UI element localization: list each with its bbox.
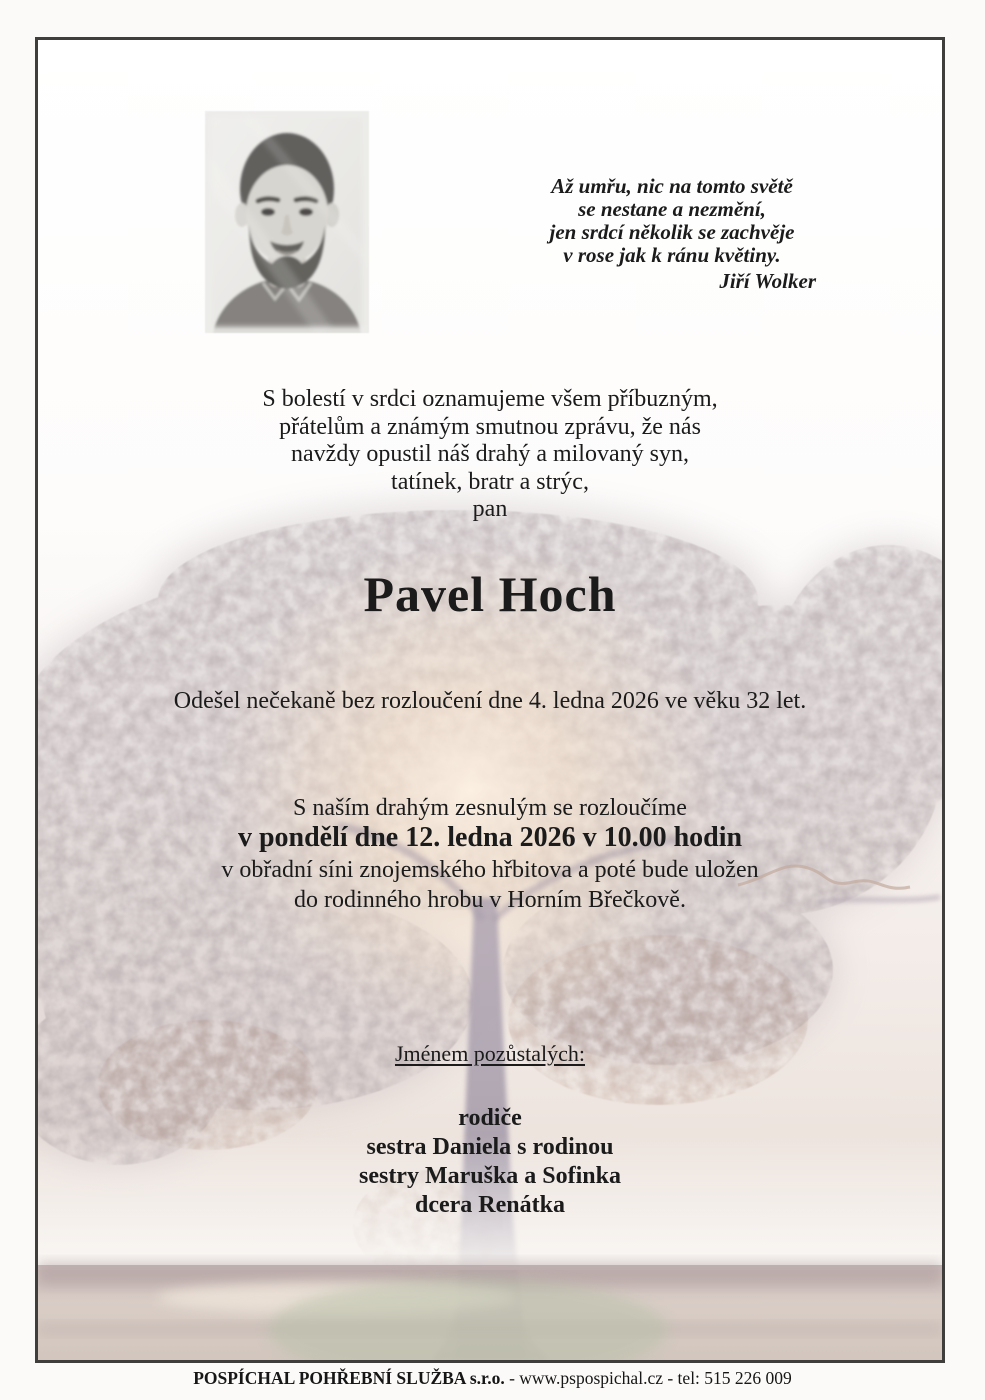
deceased-name: Pavel Hoch: [363, 566, 617, 622]
farewell-intro: S naším drahým zesnulým se rozloučíme: [293, 795, 687, 821]
announcement-line: tatínek, bratr a strýc,: [391, 468, 589, 495]
website: www.pspospichal.cz: [519, 1368, 663, 1388]
announcement: [38, 386, 942, 524]
poem-line: se nestane a nezmění,: [578, 197, 766, 221]
phone-number: 515 226 009: [704, 1368, 792, 1388]
poem-line: Až umřu, nic na tomto světě: [551, 174, 793, 198]
survivors-heading: [38, 1041, 942, 1067]
footer: [0, 1368, 985, 1389]
portrait-photo: [205, 111, 369, 333]
poem-line: jen srdcí několik se zachvěje: [549, 220, 795, 244]
death-notice: Odešel nečekaně bez rozloučení dne 4. ledna 2026 ve věku 32 let.: [173, 688, 807, 714]
footer-separator: - tel:: [662, 1368, 705, 1388]
farewell-info: [38, 795, 942, 915]
survivor-item: dcera Renátka: [415, 1192, 565, 1218]
survivor-item: rodiče: [458, 1105, 522, 1131]
announcement-line: navždy opustil náš drahý a milovaný syn,: [291, 441, 689, 467]
survivor-item: sestra Daniela s rodinou: [366, 1134, 614, 1160]
survivor-item: sestry Maruška a Sofinka: [358, 1163, 622, 1189]
company-name: POSPÍCHAL POHŘEBNÍ SLUŽBA s.r.o.: [193, 1368, 505, 1388]
announcement-line: S bolestí v srdci oznamujeme všem příbuzným,: [262, 386, 718, 412]
ground: [38, 1262, 942, 1360]
farewell-place-line: do rodinného hrobu v Horním Břečkově.: [294, 887, 686, 913]
farewell-place-line: v obřadní síni znojemského hřbitova a poté bude uložen: [221, 857, 759, 883]
survivors-list: [38, 1104, 942, 1220]
announcement-line: pan: [472, 496, 508, 522]
poem-author: Jiří Wolker: [719, 269, 816, 293]
survivors-heading-text: Jménem pozůstalých:: [394, 1041, 585, 1066]
card-frame: [35, 37, 945, 1363]
farewell-datetime: v pondělí dne 12. ledna 2026 v 10.00 hodin: [237, 822, 743, 853]
poem-quote: [516, 175, 828, 293]
footer-separator: -: [504, 1368, 520, 1388]
poem-line: v rose jak k ránu květiny.: [563, 243, 781, 267]
announcement-line: přátelům a známým smutnou zprávu, že nás: [279, 413, 701, 440]
